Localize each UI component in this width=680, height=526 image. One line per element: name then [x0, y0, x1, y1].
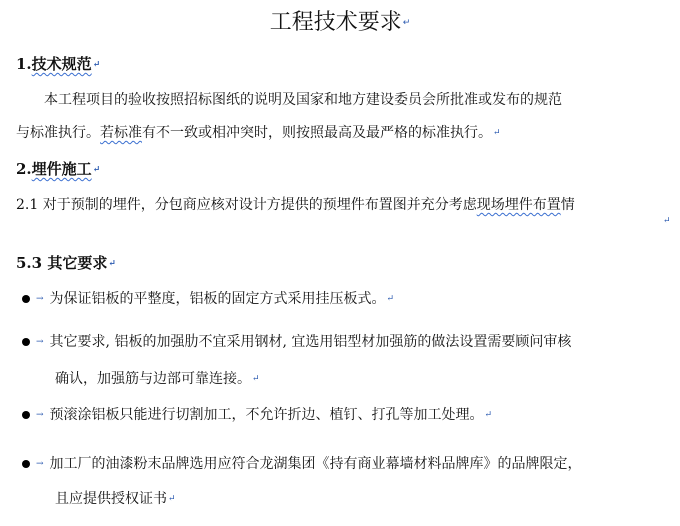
list-item — [22, 288, 394, 310]
paragraph-mark-icon: ↵ — [484, 410, 493, 420]
bullet-icon — [22, 295, 30, 303]
section-2-heading: 2.埋件施工↵ — [16, 160, 101, 178]
paragraph-mark-icon: ↵ — [493, 128, 501, 138]
list-item-text: 其它要求, 铝板的加强肋不宜采用钢材, 宜选用铝型材加强筋的做法设置需要顾问审核 — [49, 334, 572, 350]
list-item — [22, 331, 571, 353]
paragraph-mark-icon: ↵ — [92, 60, 101, 70]
bullet-icon — [22, 338, 30, 346]
tab-arrow-icon: → — [36, 294, 44, 304]
page-title: 工程技术要求↵ — [269, 10, 411, 35]
bullet-icon — [22, 460, 30, 468]
paragraph-mark-icon: ↵ — [386, 294, 395, 304]
paragraph-mark-icon: ↵ — [252, 374, 260, 384]
list-item-text: 加工厂的油漆粉末品牌选用应符合龙湖集团《持有商业幕墙材料品牌库》的品牌限定， — [49, 456, 582, 472]
list-item-text-continued: 确认，加强筋与边部可靠连接。↵ — [55, 371, 260, 387]
list-item-text: 预滚涂铝板只能进行切割加工，不允许折边、植钉、打孔等加工处理。 — [49, 407, 484, 423]
section-1-body-line-2: 与标准执行。若标准有不一致或相冲突时，则按照最高及最严格的标准执行。↵ — [16, 125, 501, 141]
paragraph-mark-icon: ↵ — [108, 259, 116, 269]
paragraph-mark-icon: ↵ — [92, 165, 101, 175]
list-item-text: 为保证铝板的平整度，铝板的固定方式采用挂压板式。 — [49, 291, 386, 307]
section-1-heading: 1.技术规范↵ — [16, 55, 101, 73]
section-3-heading: 5.3 其它要求↵ — [16, 254, 116, 272]
tab-arrow-icon: → — [36, 410, 44, 420]
paragraph-mark-icon: ↵ — [402, 18, 411, 28]
paragraph-mark-icon: ↵ — [663, 216, 671, 226]
tab-arrow-icon: → — [36, 459, 44, 469]
list-item — [22, 404, 492, 426]
paragraph-mark-icon: ↵ — [168, 494, 176, 504]
section-1-body-line-1: 本工程项目的验收按照招标图纸的说明及国家和地方建设委员会所批准或发布的规范 — [44, 92, 562, 108]
section-2-body: 2.1 对于预制的埋件，分包商应核对设计方提供的预埋件布置图并充分考虑现场埋件布置情 — [16, 197, 575, 213]
bullet-icon — [22, 411, 30, 419]
list-item — [22, 453, 582, 475]
tab-arrow-icon: → — [36, 337, 44, 347]
list-item-text-continued: 且应提供授权证书↵ — [55, 491, 176, 507]
